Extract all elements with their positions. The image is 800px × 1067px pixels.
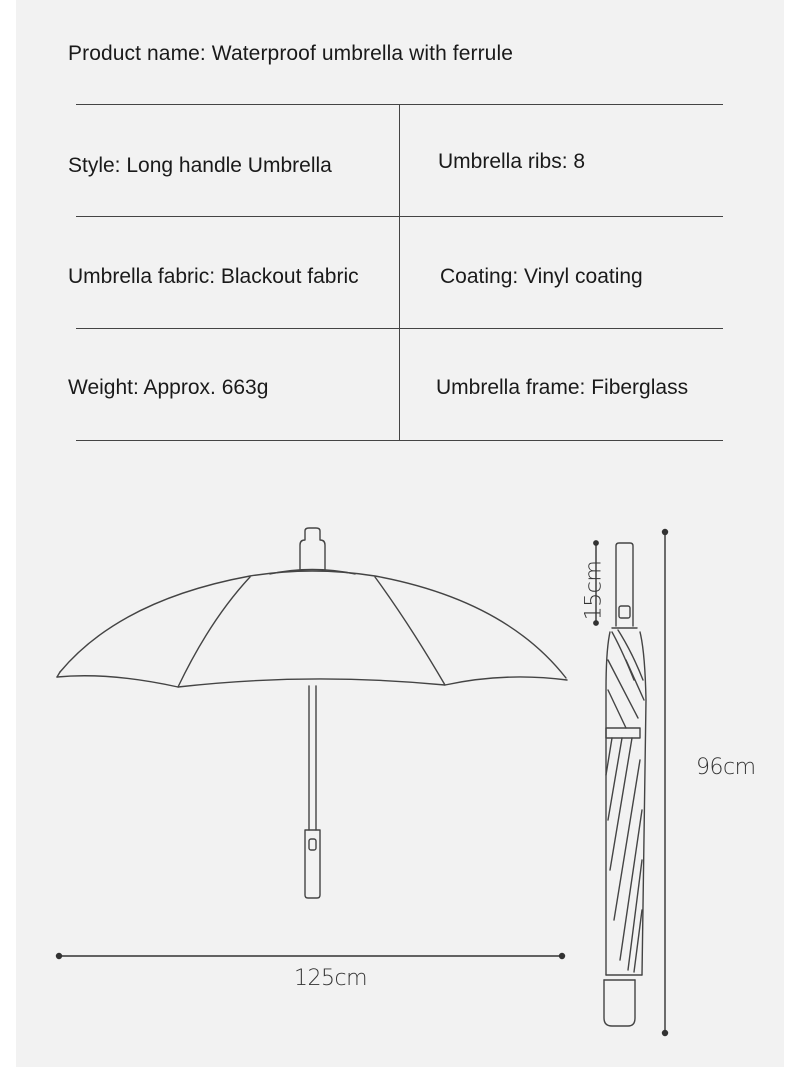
product-name: Product name: Waterproof umbrella with ferrule [68, 42, 514, 65]
closed-umbrella-icon [604, 543, 646, 1026]
product-spec-sheet [16, 0, 784, 1067]
spec-fabric: Umbrella fabric: Blackout fabric [68, 265, 359, 288]
spec-weight: Weight: Approx. 663g [68, 376, 269, 399]
spec-ribs: Umbrella ribs: 8 [438, 150, 586, 173]
handle-dimension-label: 15cm [581, 560, 607, 621]
spec-coating: Coating: Vinyl coating [440, 265, 643, 288]
width-dimension-label: 125cm [294, 966, 368, 991]
length-dimension-line [663, 530, 668, 1036]
spec-style: Style: Long handle Umbrella [68, 154, 332, 177]
length-dimension-label: 96cm [696, 755, 756, 780]
umbrella-drawings [16, 0, 784, 1067]
open-umbrella-icon [57, 528, 567, 898]
spec-frame: Umbrella frame: Fiberglass [436, 376, 689, 399]
width-dimension-line [57, 954, 565, 959]
